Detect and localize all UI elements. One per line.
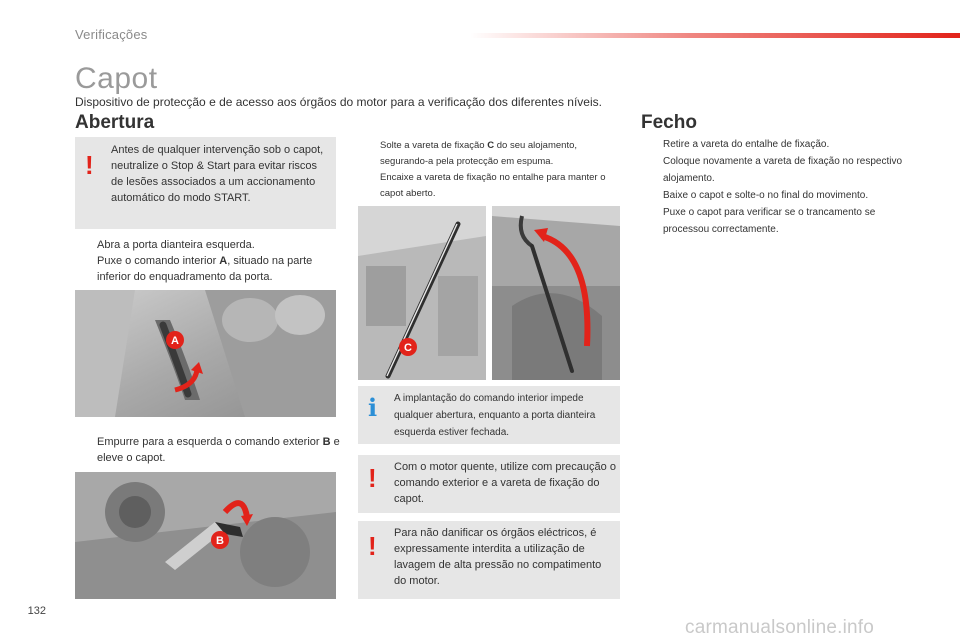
warning-text: Com o motor quente, utilize com precaução o comando exterior e a vareta de fixação do capot. xyxy=(394,461,616,505)
list-item: Encaixe a vareta de fixação no entalhe para manter o capot aberto. xyxy=(380,172,606,199)
list-item: Empurre para a esquerda o comando exterior B e eleve o capot. xyxy=(97,436,340,464)
page-number: 132 xyxy=(27,605,46,617)
list-item: Coloque novamente a vareta de fixação no respectivo alojamento. xyxy=(663,156,903,184)
page-title: Capot xyxy=(75,62,158,95)
steps-closing xyxy=(641,136,916,238)
steps-exterior-release xyxy=(75,434,340,466)
exclamation-icon: ! xyxy=(85,150,94,180)
figure-prop-rod-engaged xyxy=(492,206,620,380)
heading-fecho: Fecho xyxy=(641,112,697,133)
watermark: carmanualsonline.info xyxy=(685,617,875,638)
steps-prop-rod xyxy=(358,138,623,202)
interior-release-illustration xyxy=(75,290,336,417)
warning-box-hot-engine xyxy=(358,455,620,513)
prop-rod-stowed-illustration xyxy=(358,206,486,380)
list-item: Puxe o capot para verificar se o trancamento se processou correctamente. xyxy=(663,207,876,235)
warning-box-stop-start xyxy=(75,137,336,229)
info-text: A implantação do comando interior impede qualquer abertura, enquanto a porta dianteira esquerda estiver fechada. xyxy=(394,393,596,438)
exclamation-icon: ! xyxy=(368,531,377,561)
figure-interior-release xyxy=(75,290,336,417)
page-subtitle: Dispositivo de protecção e de acesso aos órgãos do motor para a verificação dos diferentes níveis. xyxy=(75,95,602,109)
info-box-interior-release xyxy=(358,386,620,444)
callout-label: B xyxy=(216,535,224,547)
callout-label: C xyxy=(404,342,412,354)
list-item: Abra a porta dianteira esquerda. xyxy=(97,239,255,251)
figure-prop-rod-stowed xyxy=(358,206,486,380)
info-icon: i xyxy=(368,393,378,422)
callout-label: A xyxy=(171,335,179,347)
warning-box-pressure-wash xyxy=(358,521,620,599)
exclamation-icon: ! xyxy=(368,463,377,493)
steps-open-door xyxy=(75,237,340,285)
warning-text: Antes de qualquer intervenção sob o capot, neutralize o Stop & Start para evitar riscos de lesões associados a um accionamento automático do modo START. xyxy=(111,144,324,204)
heading-abertura: Abertura xyxy=(75,112,155,133)
list-item: Retire a vareta do entalhe de fixação. xyxy=(663,139,830,150)
warning-text: Para não danificar os órgãos eléctricos, é expressamente interdita a utilização de lavagem de alta pressão no compatimento do motor. xyxy=(394,527,602,587)
figure-exterior-release xyxy=(75,472,336,599)
header-accent-bar xyxy=(470,33,960,38)
section-label: Verificações xyxy=(75,27,148,42)
list-item: Solte a vareta de fixação C do seu alojamento, segurando-a pela protecção em espuma. xyxy=(380,140,578,167)
prop-rod-engaged-illustration xyxy=(492,206,620,380)
list-item: Puxe o comando interior A, situado na parte inferior do enquadramento da porta. xyxy=(97,255,313,283)
list-item: Baixe o capot e solte-o no final do movimento. xyxy=(663,190,869,201)
exterior-release-illustration xyxy=(75,472,336,599)
